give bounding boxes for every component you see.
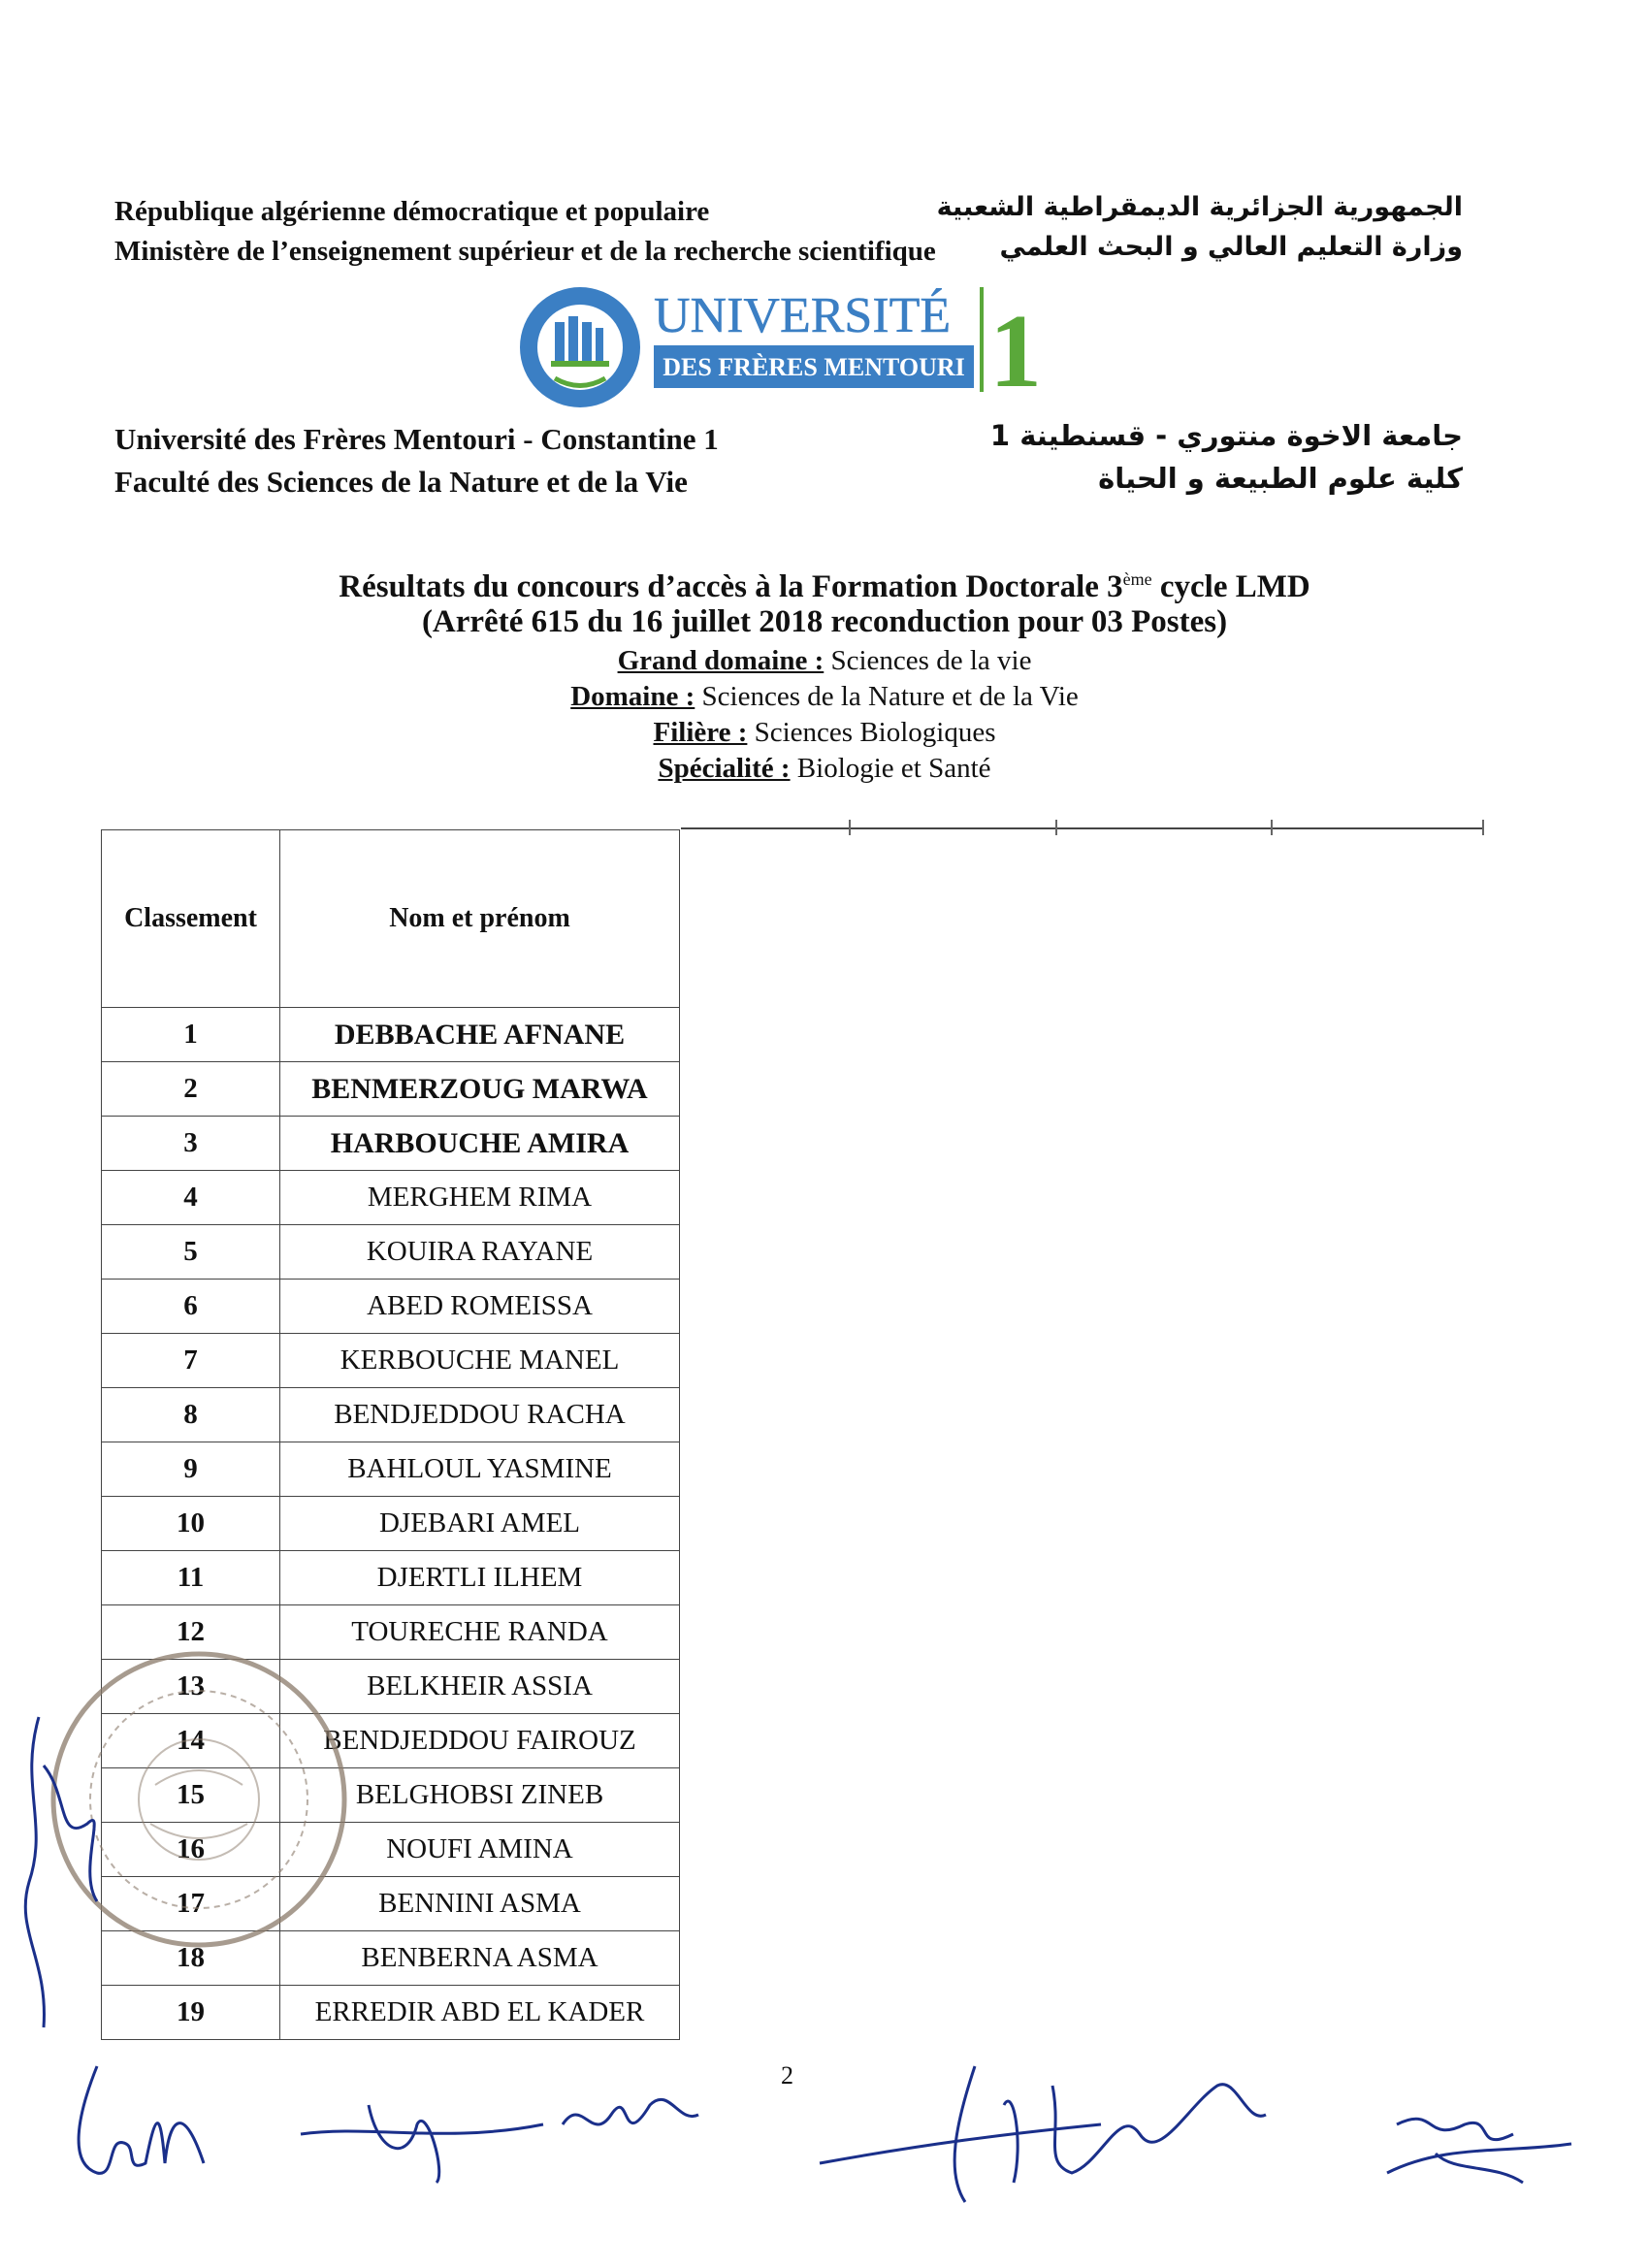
table-row bbox=[102, 1551, 680, 1605]
rank-cell: 18 bbox=[102, 1931, 280, 1986]
table-row bbox=[102, 1225, 680, 1280]
rank-cell: 5 bbox=[102, 1225, 280, 1280]
name-cell: HARBOUCHE AMIRA bbox=[280, 1117, 680, 1171]
column-tick bbox=[1055, 820, 1057, 835]
rank-cell: 8 bbox=[102, 1388, 280, 1442]
table-row bbox=[102, 1442, 680, 1497]
name-cell: TOURECHE RANDA bbox=[280, 1605, 680, 1660]
rank-cell: 2 bbox=[102, 1062, 280, 1117]
signature-left-vertical bbox=[10, 1707, 126, 2057]
table-row bbox=[102, 1171, 680, 1225]
table-header-row bbox=[102, 830, 680, 1008]
name-cell: BAHLOUL YASMINE bbox=[280, 1442, 680, 1497]
grand-domaine: Grand domaine : Sciences de la vie bbox=[617, 645, 1032, 676]
rank-cell: 16 bbox=[102, 1823, 280, 1877]
domaine: Domaine : Sciences de la Nature et de la Vie bbox=[570, 681, 1079, 712]
university-logo bbox=[516, 281, 1040, 417]
column-tick bbox=[1482, 820, 1484, 835]
table-row bbox=[102, 1008, 680, 1062]
name-cell: BENNINI ASMA bbox=[280, 1877, 680, 1931]
header-nom-prenom: Nom et prénom bbox=[280, 830, 680, 1008]
name-cell: BELKHEIR ASSIA bbox=[280, 1660, 680, 1714]
table-row bbox=[102, 1986, 680, 2040]
name-cell: ABED ROMEISSA bbox=[280, 1280, 680, 1334]
rank-cell: 15 bbox=[102, 1768, 280, 1823]
table-header-line-extension bbox=[681, 827, 1484, 829]
rank-cell: 1 bbox=[102, 1008, 280, 1062]
signature-icon bbox=[58, 2057, 223, 2192]
name-cell: KERBOUCHE MANEL bbox=[280, 1334, 680, 1388]
document-title: Résultats du concours d’accès à la Formation Doctorale 3ème cycle LMD bbox=[339, 569, 1310, 604]
signature-2 bbox=[291, 2066, 757, 2192]
header-republic-fr: République algérienne démocratique et populaire bbox=[114, 196, 710, 227]
name-cell: BENDJEDDOU RACHA bbox=[280, 1388, 680, 1442]
column-tick bbox=[849, 820, 851, 835]
rank-cell: 10 bbox=[102, 1497, 280, 1551]
rank-cell: 4 bbox=[102, 1171, 280, 1225]
name-cell: BELGHOBSI ZINEB bbox=[280, 1768, 680, 1823]
rank-cell: 9 bbox=[102, 1442, 280, 1497]
specialite: Spécialité : Biologie et Santé bbox=[658, 753, 991, 784]
signature-icon bbox=[291, 2066, 757, 2192]
name-cell: DJERTLI ILHEM bbox=[280, 1551, 680, 1605]
faculty-name-fr: Faculté des Sciences de la Nature et de la Vie bbox=[114, 465, 688, 499]
svg-text:1: 1 bbox=[989, 294, 1040, 409]
table-row bbox=[102, 1280, 680, 1334]
rank-cell: 3 bbox=[102, 1117, 280, 1171]
name-cell: NOUFI AMINA bbox=[280, 1823, 680, 1877]
university-seal-icon bbox=[516, 281, 1040, 417]
name-cell: DEBBACHE AFNANE bbox=[280, 1008, 680, 1062]
name-cell: BENDJEDDOU FAIROUZ bbox=[280, 1714, 680, 1768]
header-classement: Classement bbox=[102, 830, 280, 1008]
header-republic-ar: الجمهورية الجزائرية الديمقراطية الشعبية bbox=[936, 192, 1463, 222]
table-row bbox=[102, 1062, 680, 1117]
faculty-name-ar: كلية علوم الطبيعة و الحياة bbox=[1098, 462, 1463, 495]
rank-cell: 19 bbox=[102, 1986, 280, 2040]
rank-cell: 14 bbox=[102, 1714, 280, 1768]
svg-text:DES FRÈRES MENTOURI: DES FRÈRES MENTOURI bbox=[663, 353, 965, 381]
signature-3 bbox=[810, 2047, 1373, 2221]
header-ministry-ar: وزارة التعليم العالي و البحث العلمي bbox=[999, 232, 1463, 262]
university-name-ar: جامعة الاخوة منتوري - قسنطينة 1 bbox=[989, 419, 1463, 452]
rank-cell: 13 bbox=[102, 1660, 280, 1714]
table-row bbox=[102, 1334, 680, 1388]
name-cell: KOUIRA RAYANE bbox=[280, 1225, 680, 1280]
page-number: 2 bbox=[781, 2061, 793, 2090]
svg-text:UNIVERSITÉ: UNIVERSITÉ bbox=[654, 288, 952, 343]
rank-cell: 7 bbox=[102, 1334, 280, 1388]
rank-cell: 12 bbox=[102, 1605, 280, 1660]
document-subtitle: (Arrêté 615 du 16 juillet 2018 reconduction pour 03 Postes) bbox=[421, 604, 1228, 639]
signature-icon bbox=[810, 2047, 1373, 2221]
name-cell: BENBERNA ASMA bbox=[280, 1931, 680, 1986]
name-cell: BENMERZOUG MARWA bbox=[280, 1062, 680, 1117]
signature-1 bbox=[58, 2057, 223, 2192]
rank-cell: 17 bbox=[102, 1877, 280, 1931]
rank-cell: 11 bbox=[102, 1551, 280, 1605]
signature-icon bbox=[1377, 2086, 1581, 2202]
name-cell: DJEBARI AMEL bbox=[280, 1497, 680, 1551]
table-row bbox=[102, 1388, 680, 1442]
rank-cell: 6 bbox=[102, 1280, 280, 1334]
header-ministry-fr: Ministère de l’enseignement supérieur et de la recherche scientifique bbox=[114, 236, 936, 267]
signature-4 bbox=[1377, 2086, 1581, 2202]
signature-icon bbox=[10, 1707, 126, 2057]
table-row bbox=[102, 1117, 680, 1171]
table-row bbox=[102, 1497, 680, 1551]
column-tick bbox=[1271, 820, 1273, 835]
name-cell: MERGHEM RIMA bbox=[280, 1171, 680, 1225]
name-cell: ERREDIR ABD EL KADER bbox=[280, 1986, 680, 2040]
university-name-fr: Université des Frères Mentouri - Constantine 1 bbox=[114, 422, 719, 456]
filiere: Filière : Sciences Biologiques bbox=[653, 717, 996, 748]
